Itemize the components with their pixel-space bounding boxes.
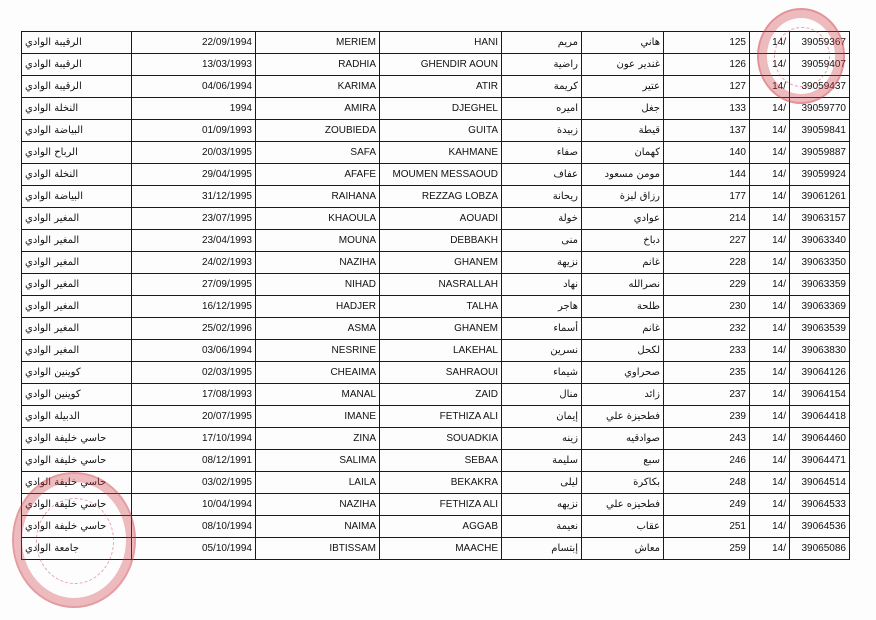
last-name-latin-cell: FETHIZA ALI — [380, 494, 502, 516]
table-row — [22, 318, 850, 340]
last-name-latin-cell: MOUMEN MESSAOUD — [380, 164, 502, 186]
birthdate-cell: 17/08/1993 — [132, 384, 256, 406]
last-name-latin-cell: BEKAKRA — [380, 472, 502, 494]
last-name-arabic-cell: جغل — [582, 98, 664, 120]
last-name-latin-cell: GUITA — [380, 120, 502, 142]
first-name-latin-cell: RAIHANA — [256, 186, 380, 208]
last-name-arabic-cell: فطحيزه علي — [582, 494, 664, 516]
registration-id-cell: 39059437 — [790, 76, 850, 98]
registration-id-cell: 39059407 — [790, 54, 850, 76]
table-row — [22, 76, 850, 98]
sequence-number-cell: 127 — [664, 76, 750, 98]
sequence-number-cell: 232 — [664, 318, 750, 340]
registration-id-cell: 39059887 — [790, 142, 850, 164]
registration-id-cell: 39064418 — [790, 406, 850, 428]
sequence-number-cell: 228 — [664, 252, 750, 274]
first-name-arabic-cell: منى — [502, 230, 582, 252]
first-name-arabic-cell: نعيمة — [502, 516, 582, 538]
group-cell: /14 — [750, 406, 790, 428]
group-cell: /14 — [750, 208, 790, 230]
first-name-latin-cell: NAIMA — [256, 516, 380, 538]
registration-id-cell: 39064154 — [790, 384, 850, 406]
sequence-number-cell: 239 — [664, 406, 750, 428]
last-name-latin-cell: HANI — [380, 32, 502, 54]
birthplace-cell: المغير الوادي — [22, 274, 132, 296]
first-name-arabic-cell: اميره — [502, 98, 582, 120]
table-row — [22, 208, 850, 230]
last-name-arabic-cell: كهمان — [582, 142, 664, 164]
student-roster-table — [21, 31, 850, 560]
first-name-arabic-cell: ريحانة — [502, 186, 582, 208]
birthplace-cell: المغير الوادي — [22, 340, 132, 362]
birthplace-cell: كوينين الوادي — [22, 384, 132, 406]
sequence-number-cell: 133 — [664, 98, 750, 120]
last-name-arabic-cell: فطحيزة علي — [582, 406, 664, 428]
table-row — [22, 142, 850, 164]
group-cell: /14 — [750, 428, 790, 450]
table-row — [22, 32, 850, 54]
last-name-arabic-cell: عتير — [582, 76, 664, 98]
first-name-latin-cell: KHAOULA — [256, 208, 380, 230]
first-name-arabic-cell: خولة — [502, 208, 582, 230]
sequence-number-cell: 137 — [664, 120, 750, 142]
birthplace-cell: النخلة الوادي — [22, 164, 132, 186]
sequence-number-cell: 177 — [664, 186, 750, 208]
last-name-arabic-cell: عقاب — [582, 516, 664, 538]
last-name-arabic-cell: سبع — [582, 450, 664, 472]
first-name-latin-cell: IBTISSAM — [256, 538, 380, 560]
birthdate-cell: 08/12/1991 — [132, 450, 256, 472]
birthdate-cell: 29/04/1995 — [132, 164, 256, 186]
last-name-latin-cell: AOUADI — [380, 208, 502, 230]
first-name-arabic-cell: إبتسام — [502, 538, 582, 560]
registration-id-cell: 39064514 — [790, 472, 850, 494]
birthdate-cell: 03/06/1994 — [132, 340, 256, 362]
first-name-arabic-cell: نهاد — [502, 274, 582, 296]
table-row — [22, 494, 850, 516]
first-name-arabic-cell: منال — [502, 384, 582, 406]
last-name-latin-cell: DEBBAKH — [380, 230, 502, 252]
group-cell: /14 — [750, 32, 790, 54]
last-name-arabic-cell: نصرالله — [582, 274, 664, 296]
birthplace-cell: حاسي خليفة الوادي — [22, 516, 132, 538]
birthdate-cell: 03/02/1995 — [132, 472, 256, 494]
group-cell: /14 — [750, 450, 790, 472]
sequence-number-cell: 227 — [664, 230, 750, 252]
table-row — [22, 384, 850, 406]
birthdate-cell: 13/03/1993 — [132, 54, 256, 76]
group-cell: /14 — [750, 494, 790, 516]
birthplace-cell: المغير الوادي — [22, 318, 132, 340]
table-row — [22, 472, 850, 494]
sequence-number-cell: 229 — [664, 274, 750, 296]
birthplace-cell: النخلة الوادي — [22, 98, 132, 120]
last-name-latin-cell: MAACHE — [380, 538, 502, 560]
table-row — [22, 362, 850, 384]
birthdate-cell: 05/10/1994 — [132, 538, 256, 560]
birthdate-cell: 20/07/1995 — [132, 406, 256, 428]
registration-id-cell: 39064471 — [790, 450, 850, 472]
birthdate-cell: 01/09/1993 — [132, 120, 256, 142]
table-row — [22, 450, 850, 472]
first-name-latin-cell: ZINA — [256, 428, 380, 450]
birthplace-cell: كوينين الوادي — [22, 362, 132, 384]
birthdate-cell: 23/07/1995 — [132, 208, 256, 230]
first-name-latin-cell: ASMA — [256, 318, 380, 340]
first-name-latin-cell: RADHIA — [256, 54, 380, 76]
last-name-latin-cell: GHANEM — [380, 318, 502, 340]
birthplace-cell: حاسي خليفة الوادي — [22, 428, 132, 450]
registration-id-cell: 39059924 — [790, 164, 850, 186]
table-row — [22, 406, 850, 428]
table-row — [22, 296, 850, 318]
birthplace-cell: جامعة الوادي — [22, 538, 132, 560]
last-name-arabic-cell: غانم — [582, 318, 664, 340]
group-cell: /14 — [750, 230, 790, 252]
group-cell: /14 — [750, 538, 790, 560]
registration-id-cell: 39063830 — [790, 340, 850, 362]
table-row — [22, 274, 850, 296]
first-name-latin-cell: MANAL — [256, 384, 380, 406]
birthplace-cell: البياضة الوادي — [22, 120, 132, 142]
sequence-number-cell: 248 — [664, 472, 750, 494]
birthdate-cell: 22/09/1994 — [132, 32, 256, 54]
sequence-number-cell: 251 — [664, 516, 750, 538]
last-name-latin-cell: DJEGHEL — [380, 98, 502, 120]
birthplace-cell: الرقيبة الوادي — [22, 32, 132, 54]
first-name-latin-cell: LAILA — [256, 472, 380, 494]
birthplace-cell: حاسي خليفة الوادي — [22, 450, 132, 472]
table-row — [22, 252, 850, 274]
last-name-arabic-cell: هاني — [582, 32, 664, 54]
group-cell: /14 — [750, 472, 790, 494]
first-name-latin-cell: IMANE — [256, 406, 380, 428]
first-name-arabic-cell: كريمة — [502, 76, 582, 98]
table-row — [22, 516, 850, 538]
last-name-arabic-cell: مومن مسعود — [582, 164, 664, 186]
birthplace-cell: الرقيبة الوادي — [22, 76, 132, 98]
registration-id-cell: 39064126 — [790, 362, 850, 384]
table-row — [22, 164, 850, 186]
last-name-latin-cell: GHANEM — [380, 252, 502, 274]
birthdate-cell: 1994 — [132, 98, 256, 120]
first-name-latin-cell: MOUNA — [256, 230, 380, 252]
last-name-latin-cell: SOUADKIA — [380, 428, 502, 450]
registration-id-cell: 39063340 — [790, 230, 850, 252]
registration-id-cell: 39059841 — [790, 120, 850, 142]
first-name-arabic-cell: صفاء — [502, 142, 582, 164]
first-name-latin-cell: KARIMA — [256, 76, 380, 98]
last-name-latin-cell: LAKEHAL — [380, 340, 502, 362]
birthplace-cell: الرقيبة الوادي — [22, 54, 132, 76]
last-name-latin-cell: FETHIZA ALI — [380, 406, 502, 428]
first-name-arabic-cell: عفاف — [502, 164, 582, 186]
first-name-arabic-cell: زينه — [502, 428, 582, 450]
first-name-latin-cell: AFAFE — [256, 164, 380, 186]
birthplace-cell: المغير الوادي — [22, 208, 132, 230]
table-row — [22, 230, 850, 252]
birthdate-cell: 04/06/1994 — [132, 76, 256, 98]
first-name-latin-cell: NESRINE — [256, 340, 380, 362]
sequence-number-cell: 237 — [664, 384, 750, 406]
last-name-arabic-cell: لكحل — [582, 340, 664, 362]
group-cell: /14 — [750, 120, 790, 142]
first-name-latin-cell: AMIRA — [256, 98, 380, 120]
group-cell: /14 — [750, 142, 790, 164]
first-name-latin-cell: CHEAIMA — [256, 362, 380, 384]
birthplace-cell: حاسي خليفة الوادي — [22, 472, 132, 494]
first-name-arabic-cell: إيمان — [502, 406, 582, 428]
last-name-latin-cell: NASRALLAH — [380, 274, 502, 296]
sequence-number-cell: 125 — [664, 32, 750, 54]
birthdate-cell: 02/03/1995 — [132, 362, 256, 384]
group-cell: /14 — [750, 76, 790, 98]
table-row — [22, 98, 850, 120]
birthdate-cell: 20/03/1995 — [132, 142, 256, 164]
last-name-latin-cell: KAHMANE — [380, 142, 502, 164]
registration-id-cell: 39063350 — [790, 252, 850, 274]
group-cell: /14 — [750, 516, 790, 538]
group-cell: /14 — [750, 252, 790, 274]
last-name-arabic-cell: غندير عون — [582, 54, 664, 76]
birthdate-cell: 10/04/1994 — [132, 494, 256, 516]
registration-id-cell: 39061261 — [790, 186, 850, 208]
sequence-number-cell: 259 — [664, 538, 750, 560]
first-name-latin-cell: HADJER — [256, 296, 380, 318]
sequence-number-cell: 230 — [664, 296, 750, 318]
registration-id-cell: 39063157 — [790, 208, 850, 230]
group-cell: /14 — [750, 54, 790, 76]
first-name-arabic-cell: راضية — [502, 54, 582, 76]
registration-id-cell: 39059770 — [790, 98, 850, 120]
table-row — [22, 54, 850, 76]
first-name-arabic-cell: زبيدة — [502, 120, 582, 142]
table-row — [22, 120, 850, 142]
table-row — [22, 538, 850, 560]
last-name-latin-cell: REZZAG LOBZA — [380, 186, 502, 208]
group-cell: /14 — [750, 340, 790, 362]
birthdate-cell: 08/10/1994 — [132, 516, 256, 538]
first-name-arabic-cell: سليمة — [502, 450, 582, 472]
sequence-number-cell: 214 — [664, 208, 750, 230]
birthplace-cell: المغير الوادي — [22, 252, 132, 274]
birthdate-cell: 31/12/1995 — [132, 186, 256, 208]
first-name-arabic-cell: أسماء — [502, 318, 582, 340]
birthplace-cell: المغير الوادي — [22, 296, 132, 318]
last-name-latin-cell: SAHRAOUI — [380, 362, 502, 384]
group-cell: /14 — [750, 186, 790, 208]
registration-id-cell: 39064536 — [790, 516, 850, 538]
birthplace-cell: الرباح الوادي — [22, 142, 132, 164]
group-cell: /14 — [750, 362, 790, 384]
last-name-latin-cell: AGGAB — [380, 516, 502, 538]
table-row — [22, 340, 850, 362]
last-name-arabic-cell: قيطة — [582, 120, 664, 142]
birthdate-cell: 25/02/1996 — [132, 318, 256, 340]
last-name-arabic-cell: زائد — [582, 384, 664, 406]
last-name-arabic-cell: بكاكرة — [582, 472, 664, 494]
first-name-arabic-cell: نزيهه — [502, 494, 582, 516]
birthplace-cell: البياضة الوادي — [22, 186, 132, 208]
sequence-number-cell: 243 — [664, 428, 750, 450]
last-name-arabic-cell: غانم — [582, 252, 664, 274]
registration-id-cell: 39065086 — [790, 538, 850, 560]
first-name-latin-cell: SALIMA — [256, 450, 380, 472]
first-name-latin-cell: MERIEM — [256, 32, 380, 54]
sequence-number-cell: 235 — [664, 362, 750, 384]
last-name-latin-cell: ZAID — [380, 384, 502, 406]
first-name-latin-cell: NAZIHA — [256, 252, 380, 274]
first-name-arabic-cell: شيماء — [502, 362, 582, 384]
last-name-arabic-cell: طلحة — [582, 296, 664, 318]
birthdate-cell: 27/09/1995 — [132, 274, 256, 296]
roster-body — [22, 32, 850, 560]
group-cell: /14 — [750, 98, 790, 120]
first-name-arabic-cell: هاجر — [502, 296, 582, 318]
first-name-latin-cell: SAFA — [256, 142, 380, 164]
last-name-arabic-cell: رزاق لبزة — [582, 186, 664, 208]
group-cell: /14 — [750, 318, 790, 340]
group-cell: /14 — [750, 384, 790, 406]
last-name-arabic-cell: دباخ — [582, 230, 664, 252]
sequence-number-cell: 249 — [664, 494, 750, 516]
first-name-arabic-cell: مريم — [502, 32, 582, 54]
table-row — [22, 428, 850, 450]
group-cell: /14 — [750, 274, 790, 296]
last-name-latin-cell: TALHA — [380, 296, 502, 318]
birthplace-cell: حاسي خليفة الوادي — [22, 494, 132, 516]
group-cell: /14 — [750, 296, 790, 318]
registration-id-cell: 39059367 — [790, 32, 850, 54]
sequence-number-cell: 126 — [664, 54, 750, 76]
birthdate-cell: 16/12/1995 — [132, 296, 256, 318]
birthdate-cell: 23/04/1993 — [132, 230, 256, 252]
first-name-latin-cell: ZOUBIEDA — [256, 120, 380, 142]
sequence-number-cell: 140 — [664, 142, 750, 164]
sequence-number-cell: 246 — [664, 450, 750, 472]
sequence-number-cell: 144 — [664, 164, 750, 186]
birthdate-cell: 17/10/1994 — [132, 428, 256, 450]
last-name-latin-cell: ATIR — [380, 76, 502, 98]
last-name-arabic-cell: صوادقيه — [582, 428, 664, 450]
registration-id-cell: 39063369 — [790, 296, 850, 318]
registration-id-cell: 39063359 — [790, 274, 850, 296]
last-name-latin-cell: GHENDIR AOUN — [380, 54, 502, 76]
last-name-arabic-cell: صحراوي — [582, 362, 664, 384]
birthplace-cell: المغير الوادي — [22, 230, 132, 252]
registration-id-cell: 39064533 — [790, 494, 850, 516]
first-name-latin-cell: NIHAD — [256, 274, 380, 296]
first-name-arabic-cell: ليلى — [502, 472, 582, 494]
first-name-arabic-cell: نسرين — [502, 340, 582, 362]
group-cell: /14 — [750, 164, 790, 186]
registration-id-cell: 39063539 — [790, 318, 850, 340]
first-name-arabic-cell: نزيهة — [502, 252, 582, 274]
birthdate-cell: 24/02/1993 — [132, 252, 256, 274]
first-name-latin-cell: NAZIHA — [256, 494, 380, 516]
last-name-arabic-cell: عوادي — [582, 208, 664, 230]
registration-id-cell: 39064460 — [790, 428, 850, 450]
last-name-latin-cell: SEBAA — [380, 450, 502, 472]
sequence-number-cell: 233 — [664, 340, 750, 362]
table-row — [22, 186, 850, 208]
last-name-arabic-cell: معاش — [582, 538, 664, 560]
birthplace-cell: الدبيلة الوادي — [22, 406, 132, 428]
